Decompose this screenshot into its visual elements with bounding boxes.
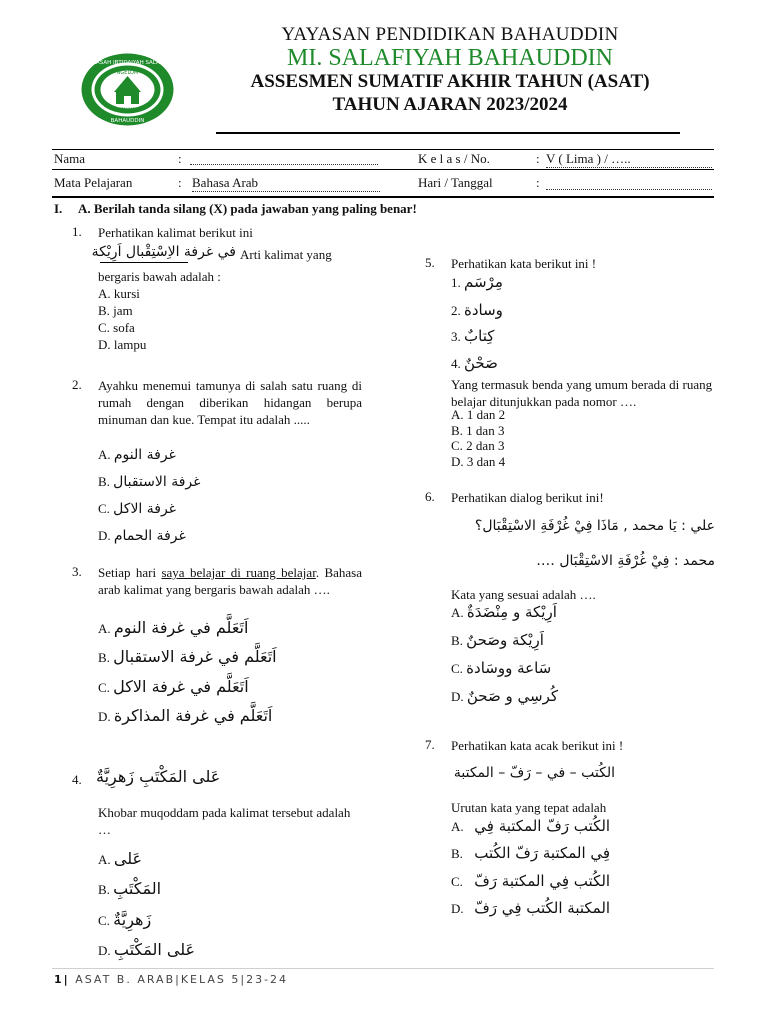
q1-option-d[interactable]: D. lampu	[98, 337, 147, 352]
school-name: MI. SALAFIYAH BAHAUDDIN	[286, 45, 613, 71]
q6-option-b-letter: B.	[451, 633, 463, 648]
q6-option-a-letter: A.	[451, 605, 464, 620]
q3-option-d[interactable]	[98, 707, 272, 725]
q5-word-3-num: 3.	[451, 329, 461, 344]
q3-option-a-letter: A.	[98, 621, 111, 636]
q5-word-4-arabic: صَحْنٌ	[464, 354, 498, 372]
q1-underline	[100, 262, 188, 263]
q4-option-a-arabic: عَلى	[113, 849, 143, 868]
q2-option-a-arabic: غرفة النوم	[113, 447, 176, 463]
q5-word-4	[451, 355, 498, 372]
q3-text-underlined: saya belajar di ruang belajar	[161, 565, 316, 580]
q2-option-d-letter: D.	[98, 528, 111, 543]
info-bottom-rule	[52, 196, 714, 198]
q5-word-4-num: 4.	[451, 356, 461, 371]
q5-number: 5.	[425, 255, 435, 270]
logo-text-top: MADRASAH IBTIDAIYAH SALAFIYAH	[79, 60, 176, 66]
q7-arabic: الكُتب – في – رَفّ – المكتبة	[453, 765, 615, 781]
logo-text-ngelom: NGELOM	[116, 70, 139, 76]
q7-option-c-letter: C.	[451, 874, 463, 889]
q1-arabic: في غرفة الاِسْتِقْبال اَرِيْكة	[91, 244, 236, 260]
hari-field[interactable]	[546, 175, 712, 190]
q6-dialog-2: محمد : فِيْ غُرْفَةِ الاسْتِقْبَال ….	[536, 553, 715, 569]
school-logo	[80, 52, 175, 127]
q7-option-d-letter: D.	[451, 901, 464, 916]
q6-option-d-arabic: كُرسِي و صَحنٌ	[466, 687, 558, 705]
q3-option-b-arabic: اَتَعَلَّم في غرفة الاستقبال	[113, 647, 277, 666]
q3-option-c-letter: C.	[98, 680, 110, 695]
q7-option-a-letter: A.	[451, 819, 464, 834]
q6-number: 6.	[425, 489, 435, 504]
academic-year: TAHUN AJARAN 2023/2024	[332, 94, 568, 115]
q7-option-c-arabic: الكُتب فِي المكتبة رَفّ	[474, 872, 611, 890]
footer-text: ASAT B. ARAB|KELAS 5|23-24	[75, 973, 289, 986]
q6-option-b[interactable]	[451, 632, 544, 649]
q1-option-a[interactable]: A. kursi	[98, 286, 140, 301]
q3-option-a-arabic: اَتَعَلَّم في غرفة النوم	[113, 618, 249, 637]
header-divider	[216, 132, 680, 134]
mapel-label: Mata Pelajaran	[54, 175, 133, 190]
hari-label: Hari / Tanggal	[418, 175, 493, 190]
q4-arabic: عَلى المَكْتَبِ زَهرِيَّةٌ	[96, 767, 221, 786]
nama-field[interactable]	[190, 150, 378, 165]
q6-option-a[interactable]	[451, 604, 557, 621]
q7-option-d-arabic: المكتبة الكُتب فِي رَفّ	[474, 899, 611, 917]
q4-text: Khobar muqoddam pada kalimat tersebut adalah …	[98, 805, 351, 837]
q4-option-c-arabic: زَهرِيَّةٌ	[113, 910, 152, 929]
q2-option-c-arabic: غرفة الاكل	[113, 501, 177, 517]
q5-word-1	[451, 274, 503, 291]
q4-option-c[interactable]	[98, 911, 151, 929]
kelas-value: V ( Lima ) / …..	[546, 151, 712, 168]
q3-option-b-letter: B.	[98, 650, 110, 665]
q5-word-2-arabic: وسادة	[464, 301, 503, 319]
q4-option-a-letter: A.	[98, 852, 111, 867]
q3-number: 3.	[72, 564, 82, 579]
exam-title: ASSESMEN SUMATIF AKHIR TAHUN (ASAT)	[250, 71, 650, 92]
q1-option-b[interactable]: B. jam	[98, 303, 133, 318]
q7-option-b-letter: B.	[451, 846, 463, 861]
q2-option-a[interactable]	[98, 446, 176, 464]
q2-option-b[interactable]	[98, 473, 200, 491]
q6-text2: Kata yang sesuai adalah ….	[451, 587, 596, 602]
q1-number: 1.	[72, 224, 82, 239]
q5-word-2	[451, 302, 503, 319]
q1-text2: bergaris bawah adalah :	[98, 269, 221, 284]
q2-number: 2.	[72, 377, 82, 392]
q4-option-b-arabic: المَكْتَبِ	[113, 879, 162, 898]
q3-option-a[interactable]	[98, 619, 248, 637]
q6-option-d[interactable]	[451, 688, 558, 705]
q7-text2: Urutan kata yang tepat adalah	[451, 800, 607, 815]
info-mid-rule	[52, 169, 714, 170]
q5-option-c[interactable]: C. 2 dan 3	[451, 438, 505, 453]
q1-option-c[interactable]: C. sofa	[98, 320, 135, 335]
footer-separator: |	[63, 973, 70, 986]
q5-text2: Yang termasuk benda yang umum berada di ruang belajar ditunjukkan pada nomor ….	[451, 377, 713, 409]
q2-text: Ayahku menemui tamunya di salah satu ruang di rumah dengan diberikan hidangan berupa minuman dan kue. Tempat itu adalah .....	[98, 378, 362, 427]
section-number: I.	[54, 201, 63, 216]
q3-option-c[interactable]	[98, 678, 249, 696]
q5-word-2-num: 2.	[451, 303, 461, 318]
q3-option-d-letter: D.	[98, 709, 111, 724]
logo-text-bottom: BAHAUDDIN	[110, 118, 145, 124]
q5-option-b[interactable]: B. 1 dan 3	[451, 423, 505, 438]
q4-option-b-letter: B.	[98, 882, 110, 897]
section-title: A. Berilah tanda silang (X) pada jawaban yang paling benar!	[78, 201, 417, 216]
q5-text: Perhatikan kata berikut ini !	[451, 256, 597, 271]
q5-word-1-arabic: مِرْسَم	[464, 273, 503, 291]
q2-option-b-arabic: غرفة الاستقبال	[113, 474, 201, 490]
q4-option-d[interactable]	[98, 941, 195, 959]
q2-option-c-letter: C.	[98, 501, 110, 516]
q3-text-post: . Bahasa arab kalimat yang bergaris bawah adalah ….	[98, 565, 362, 597]
q3-option-b[interactable]	[98, 648, 277, 666]
q4-option-d-arabic: عَلى المَكْتَبِ	[113, 940, 196, 959]
q6-option-d-letter: D.	[451, 689, 464, 704]
mapel-value: Bahasa Arab	[192, 175, 380, 192]
q3-option-c-arabic: اَتَعَلَّم في غرفة الاكل	[113, 677, 249, 696]
q2-option-d[interactable]	[98, 527, 186, 545]
q7-option-c[interactable]	[451, 873, 610, 890]
q7-option-a[interactable]	[451, 818, 610, 835]
logo-text-sepanjang: SEPANJANG	[116, 107, 139, 112]
q7-option-b-arabic: فِي المكتبة رَفّ الكُتب	[474, 844, 611, 862]
q7-number: 7.	[425, 737, 435, 752]
q6-option-c-letter: C.	[451, 661, 463, 676]
q5-word-3-arabic: كِتابٌ	[464, 327, 495, 345]
q2-option-d-arabic: غرفة الحمام	[113, 528, 186, 544]
nama-label: Nama	[54, 151, 86, 166]
kelas-colon: :	[536, 151, 540, 166]
q7-option-a-arabic: الكُتب رَفّ المكتبة فِي	[474, 817, 611, 835]
q4-number: 4.	[72, 772, 82, 787]
q1-text: Perhatikan kalimat berikut ini	[98, 225, 253, 240]
kelas-label: K e l a s / No.	[418, 151, 490, 166]
footer-page-number: 1	[54, 973, 64, 986]
q6-option-c-arabic: سَاعة ووسَادة	[466, 659, 552, 677]
q2-option-b-letter: B.	[98, 474, 110, 489]
q7-option-d[interactable]	[451, 900, 610, 917]
q6-option-b-arabic: اَرِيْكة وصَحنٌ	[466, 631, 544, 649]
q5-word-3	[451, 328, 494, 345]
q7-option-b[interactable]	[451, 845, 610, 862]
q5-word-1-num: 1.	[451, 275, 461, 290]
info-top-rule	[52, 149, 714, 150]
q4-option-b[interactable]	[98, 880, 161, 898]
q3-text	[98, 564, 362, 598]
q6-text: Perhatikan dialog berikut ini!	[451, 490, 604, 505]
hari-colon: :	[536, 175, 540, 190]
q1-text-after: Arti kalimat yang	[240, 247, 332, 262]
q3-option-d-arabic: اَتَعَلَّم في غرفة المذاكرة	[113, 706, 273, 725]
q4-option-a[interactable]	[98, 850, 142, 868]
q4-option-d-letter: D.	[98, 943, 111, 958]
nama-colon: :	[178, 151, 182, 166]
footer	[54, 973, 288, 986]
foundation-title: YAYASAN PENDIDIKAN BAHAUDDIN	[281, 24, 619, 45]
q6-option-c[interactable]	[451, 660, 551, 677]
q5-option-d[interactable]: D. 3 dan 4	[451, 454, 506, 469]
q6-option-a-arabic: اَرِيْكة و مِنْضَدَةٌ	[466, 603, 557, 621]
q3-text-pre: Setiap hari	[98, 565, 162, 580]
q2-option-a-letter: A.	[98, 447, 111, 462]
q4-option-c-letter: C.	[98, 913, 110, 928]
q2-option-c[interactable]	[98, 500, 176, 518]
mapel-colon: :	[178, 175, 182, 190]
footer-rule	[52, 968, 714, 969]
q6-dialog-1: علي : يَا محمد , مَاذَا فِيْ غُرْفَةِ الاسْتِقْبَال؟	[474, 518, 715, 534]
q7-text: Perhatikan kata acak berikut ini !	[451, 738, 624, 753]
q5-option-a[interactable]: A. 1 dan 2	[451, 407, 506, 422]
